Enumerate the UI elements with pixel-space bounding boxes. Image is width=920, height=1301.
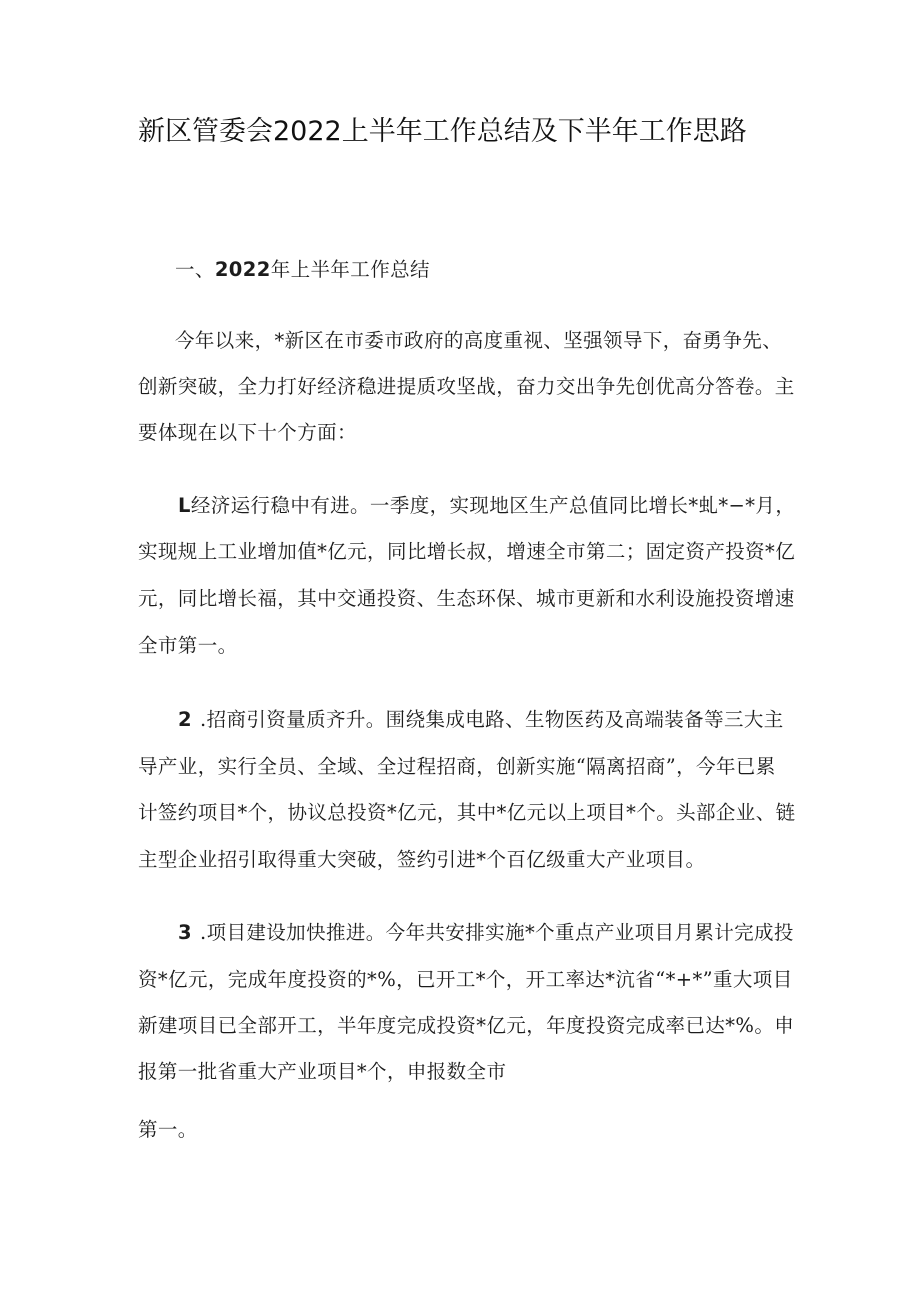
section-number: 一、: [175, 258, 215, 281]
document-title: 新区管委会2022上半年工作总结及下半年工作思路: [138, 116, 747, 147]
item1-first-line: [178, 491, 795, 521]
item3-text: .项目建设加快推进。今年共安排实施*个重点产业项目月累计完成投: [199, 921, 794, 944]
item3-first-line: [178, 918, 794, 948]
item2-line: 主型企业招引取得重大突破，签约引进*个百亿级重大产业项目。: [138, 848, 706, 871]
section-heading: [175, 255, 430, 285]
item3-marker: 3: [178, 921, 192, 944]
item1-line: 全市第一。: [138, 634, 238, 657]
item1-text: 经济运行稳中有进。一季度，实现地区生产总值同比增长*虬*−*月，: [190, 494, 796, 517]
section-heading-text: 年上半年工作总结: [270, 258, 430, 281]
item3-line: 资*亿元，完成年度投资的*%，已开工*个，开工率达*沆省“*+*”重大项目: [138, 968, 793, 991]
item2-line: 计签约项目*个，协议总投资*亿元，其中*亿元以上项目*个。头部企业、链: [138, 801, 796, 824]
intro-line: 创新突破，全力打好经济稳进提质攻坚战，奋力交出争先创优高分答卷。主: [138, 375, 795, 398]
item2-marker: 2: [178, 708, 192, 731]
item1-line: 实现规上工业增加值*亿元，同比增长叔，增速全市第二；固定资产投资*亿: [138, 540, 796, 563]
intro-line: 要体现在以下十个方面：: [138, 421, 357, 444]
section-year: 2022: [214, 258, 271, 281]
item3-line: 报第一批省重大产业项目*个，申报数全市: [138, 1060, 507, 1083]
item2-text: .招商引资量质齐升。围绕集成电路、生物医药及高端装备等三大主: [199, 708, 784, 731]
item2-first-line: [178, 705, 784, 735]
item1-marker: L: [178, 494, 191, 517]
intro-line: 今年以来，*新区在市委市政府的高度重视、坚强领导下，奋勇争先、: [175, 329, 783, 352]
item3-line: 新建项目已全部开工，半年度完成投资*亿元，年度投资完成率已达*%。申: [138, 1014, 795, 1037]
item3-line: 第一。: [138, 1118, 198, 1141]
item2-line: 导产业，实行全员、全域、全过程招商，创新实施“隔离招商”，今年已累: [138, 755, 776, 778]
item1-line: 元，同比增长福，其中交通投资、生态环保、城市更新和水利设施投资增速: [138, 587, 795, 610]
